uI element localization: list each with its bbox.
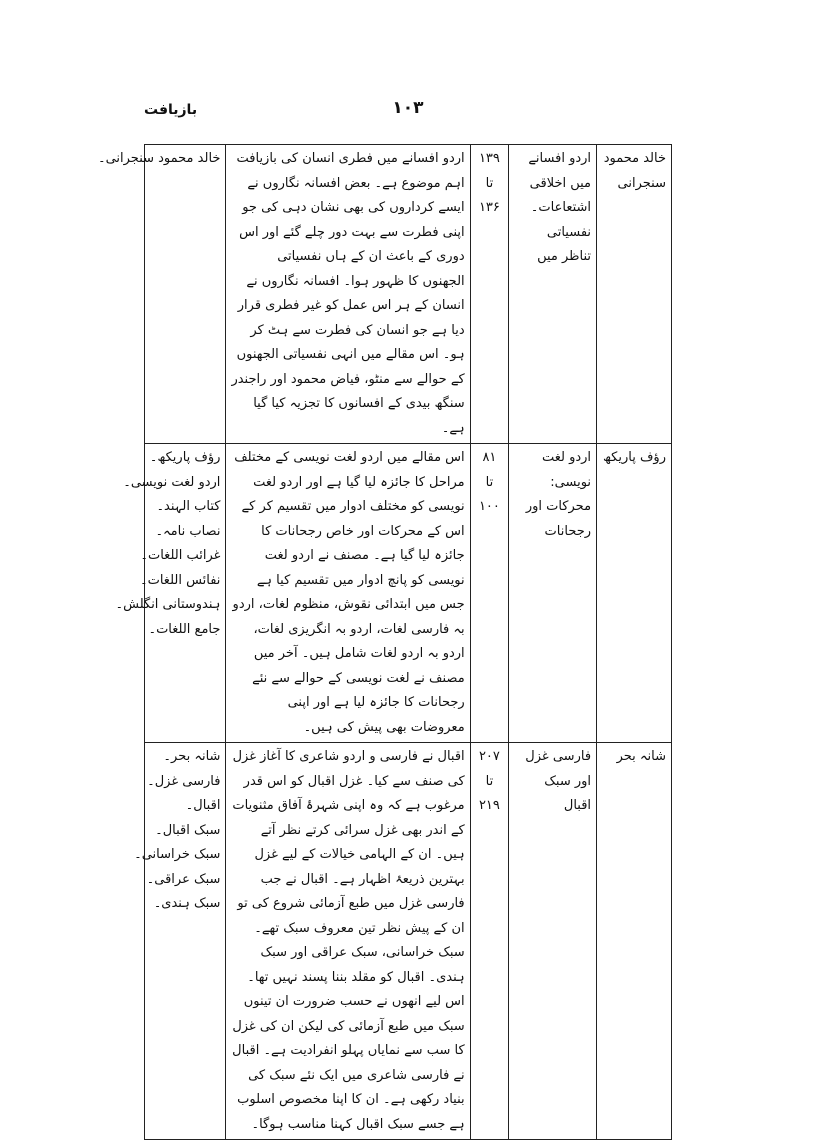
summary-cell: اقبال نے فارسی و اردو شاعری کا آغاز غزل کی صنف سے کیا۔ غزل اقبال کو اس قدر مرغوب ہے کہ وہ اپنی شہرۂ آفاق مثنویات کے اندر بھی غزل سرائی کرتے نظر آتے ہیں۔ ان کے الہامی خیالات کے لیے غزل بہترین ذریعۂ اظہار ہے۔ اقبال نے جب فارسی غزل میں طبع آزمائی شروع کی تو ان کے پیش نظر تین معروف سبک تھے۔ سبک خراسانی، سبک عراقی اور سبک ہندی۔ اقبال کو مقلد بننا پسند نہیں تھا۔ اس لیے انھوں نے حسب ضرورت ان تینوں سبک میں طبع آزمائی کی لیکن ان کی غزل کا سب سے نمایاں پہلو انفرادیت ہے۔ اقبال نے فارسی شاعری میں ایک نئے سبک کی بنیاد رکھی ہے۔ ان کا اپنا مخصوص اسلوب ہے جسے سبک اقبال کہنا مناسب ہوگا۔ xyxy=(226,743,470,1140)
keywords-cell xyxy=(134,743,226,1140)
article-title-cell: اردو افسانے میں اخلاقی اشتعاعات۔ نفسیاتی تناظر میں xyxy=(509,145,597,444)
keyword-item: نصاب نامہ۔ xyxy=(155,523,221,539)
keyword-item: سبک ہندی۔ xyxy=(153,896,221,911)
table-row xyxy=(145,444,672,743)
keyword-item: رؤف پاریکھ۔ xyxy=(149,450,221,465)
keyword-item: شانہ بحر۔ xyxy=(163,749,221,764)
keyword-item: ہندوستانی انگلش۔ xyxy=(115,597,221,612)
summary-cell: اس مقالے میں اردو لغت نویسی کے مختلف مراحل کا جائزہ لیا گیا ہے اور اردو لغت نویسی کو مختلف ادوار میں تقسیم کر کے اس کے محرکات اور خاص رجحانات کا جائزہ لیا گیا ہے۔ مصنف نے اردو لغت نویسی کو پانچ ادوار میں تقسیم کیا ہے جس میں ابتدائی نقوش، منظوم لغات، اردو بہ فارسی لغات، اردو بہ انگریزی لغات، اردو بہ اردو لغات شامل ہیں۔ آخر میں مصنف نے لغت نویسی کے حوالے سے نئے رجحانات کا جائزہ لیا ہے اور اپنی معروضات بھی پیش کی ہیں۔ xyxy=(226,444,470,743)
summary-cell: اردو افسانے میں فطری انسان کی بازیافت اہم موضوع ہے۔ بعض افسانہ نگاروں نے ایسے کرداروں کی بھی نشان دہی کی جو اپنی فطرت سے بہت دور چلے گئے اور اس دوری کے باعث ان کے ہاں نفسیاتی الجھنوں کا ظہور ہوا۔ افسانہ نگاروں نے انسان کے ہر اس عمل کو غیر فطری قرار دیا ہے جو انسان کی فطرت سے ہٹ کر ہو۔ اس مقالے میں انہی نفسیاتی الجھنوں کے حوالے سے منٹو، فیاض محمود اور راجندر سنگھ بیدی کے افسانوں کا تجزیہ کیا گیا ہے۔ xyxy=(226,145,470,444)
page-end: ۱۰۰ xyxy=(478,499,500,514)
article-title-cell: فارسی غزل اور سبک اقبال xyxy=(509,743,597,1140)
page-start: ۱۳۹ xyxy=(478,151,500,166)
page-range-cell xyxy=(470,145,509,444)
keyword-item: اردو لغت نویسی۔ xyxy=(123,474,221,490)
page-range-cell xyxy=(470,743,509,1140)
journal-name: بازیافت xyxy=(144,102,198,118)
keyword-item: جامع اللغات۔ xyxy=(148,621,221,637)
page-start: ۸۱ xyxy=(482,450,497,465)
keyword-item: سبک خراسانی۔ xyxy=(134,847,221,862)
page-range-cell xyxy=(470,444,509,743)
table-row xyxy=(145,743,672,1140)
page-range-separator: تا xyxy=(485,474,494,490)
page-end: ۲۱۹ xyxy=(478,798,500,813)
keyword-item: سبک اقبال۔ xyxy=(155,822,221,838)
keyword-item: سبک عراقی۔ xyxy=(146,871,221,887)
page-range-separator: تا xyxy=(485,773,494,789)
page-header xyxy=(144,98,672,128)
page-number: ۱۰۳ xyxy=(392,98,424,118)
keyword-item: غرائب اللغات۔ xyxy=(140,548,221,563)
article-title-cell: اردو لغت نویسی: محرکات اور رجحانات xyxy=(509,444,597,743)
page-start: ۲۰۷ xyxy=(478,749,500,764)
article-index-table xyxy=(97,144,672,1140)
keyword-item: فارسی غزل۔ xyxy=(147,773,221,789)
table-row xyxy=(145,145,672,444)
author-cell: شانہ بحر xyxy=(597,743,672,1140)
keyword-item: اقبال۔ xyxy=(185,798,221,813)
keyword-item: نفائس اللغات۔ xyxy=(139,572,221,588)
page-range-separator: تا xyxy=(485,175,494,191)
author-cell: خالد محمود سنجرانی xyxy=(597,145,672,444)
keyword-item: خالد محمود سنجرانی۔ xyxy=(97,151,221,166)
author-cell: رؤف پاریکھ xyxy=(597,444,672,743)
keyword-item: کتاب الہند۔ xyxy=(156,499,221,514)
keywords-cell xyxy=(97,145,226,444)
keywords-cell xyxy=(115,444,226,743)
page-end: ۱۳۶ xyxy=(478,200,500,215)
